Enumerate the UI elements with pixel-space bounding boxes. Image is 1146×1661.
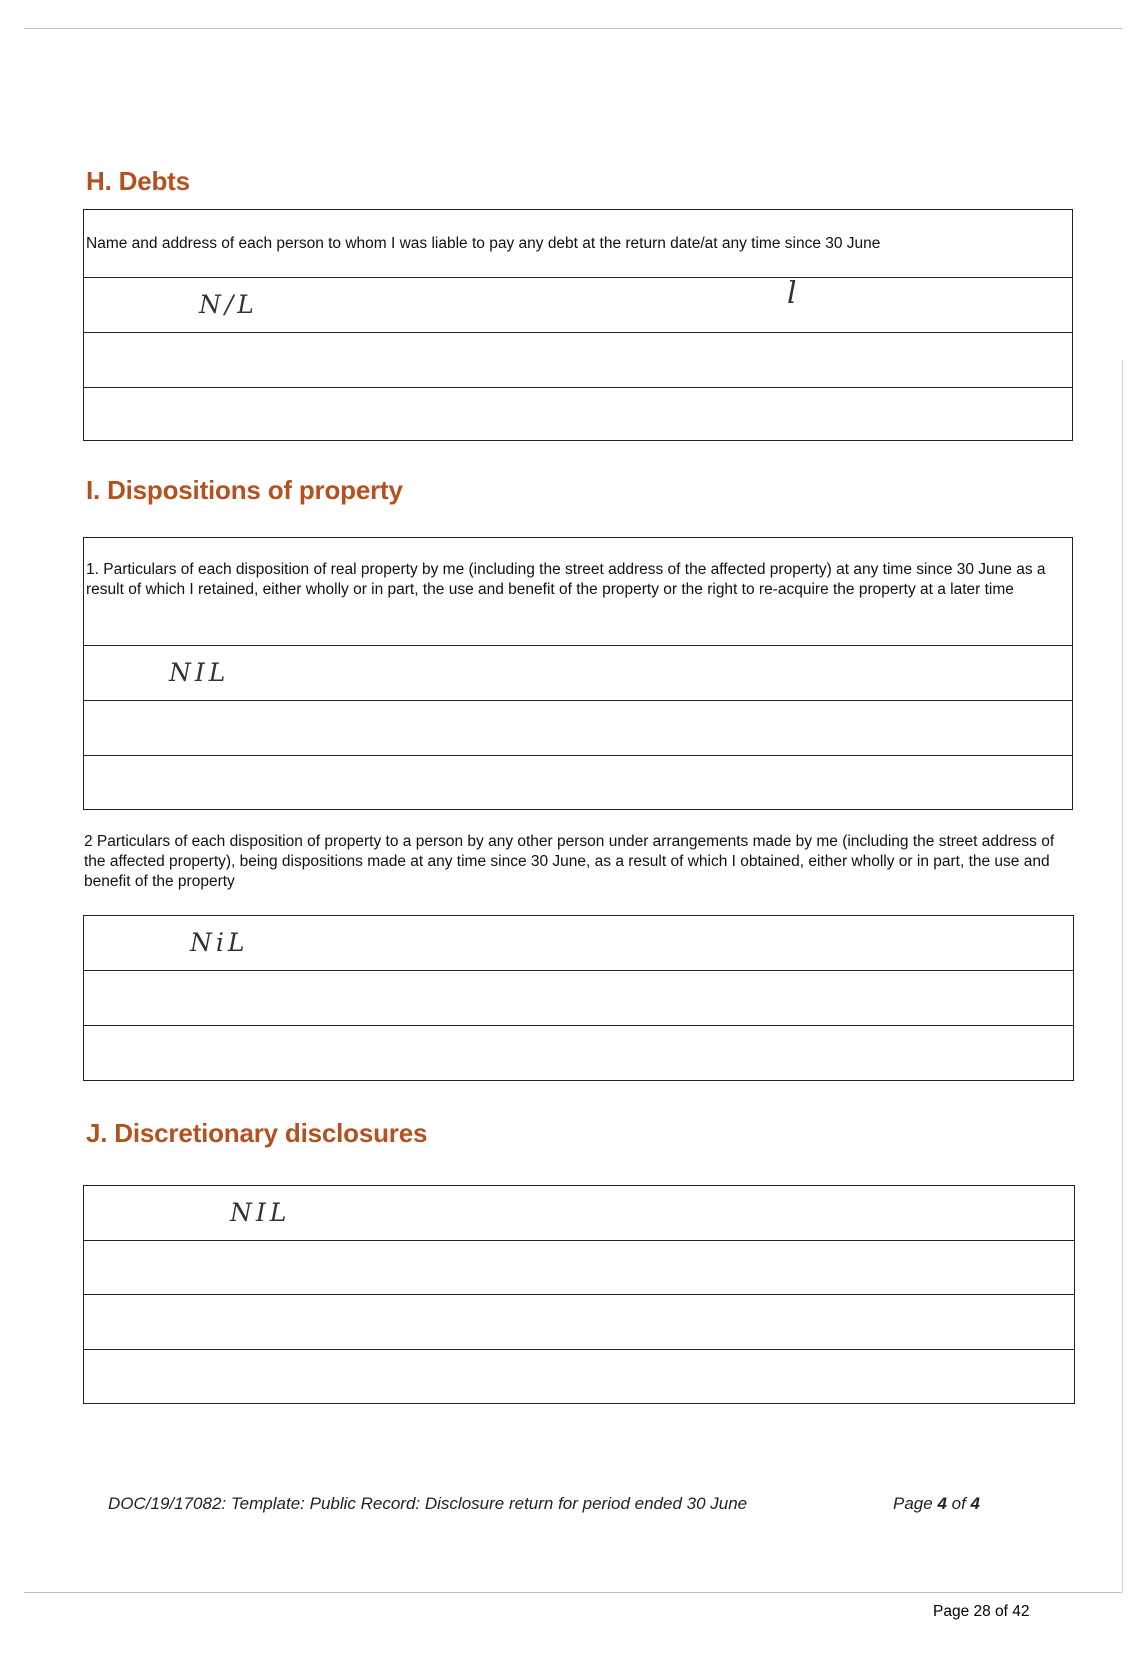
dispositions-q2-entry-row-1[interactable] (84, 916, 1073, 971)
footer-page-total: 4 (970, 1494, 980, 1513)
debts-entry-row-1[interactable] (84, 278, 1072, 333)
dispositions-q2-table (83, 915, 1074, 1081)
debts-table (83, 209, 1073, 441)
discretionary-entry-row-4[interactable] (84, 1350, 1074, 1403)
dispositions-q2-handwritten-entry: NiL (190, 928, 249, 957)
discretionary-entry-row-2[interactable] (84, 1241, 1074, 1295)
scan-page-number: Page 28 of 42 (933, 1603, 1030, 1620)
footer-page-mid: of (946, 1494, 971, 1513)
footer-page-prefix: Page (893, 1494, 938, 1513)
discretionary-heading: J. Discretionary disclosures (86, 1118, 428, 1148)
debts-entry-row-3[interactable] (84, 388, 1072, 442)
top-edge-line (24, 28, 1122, 29)
dispositions-q2-entry-row-2[interactable] (84, 971, 1073, 1026)
debts-handwritten-mark: l (787, 276, 801, 311)
right-edge-line (1122, 360, 1123, 1592)
dispositions-q2-entry-row-3[interactable] (84, 1026, 1073, 1080)
footer-page-current: 4 (937, 1494, 947, 1513)
dispositions-q1-entry-row-2[interactable] (84, 701, 1072, 756)
discretionary-handwritten-entry: NIL (230, 1198, 291, 1227)
debts-heading: H. Debts (86, 166, 190, 196)
footer-page-number (893, 1494, 980, 1514)
dispositions-q1-entry-row-3[interactable] (84, 756, 1072, 810)
footer-doc-ref: DOC/19/17082: Template: Public Record: Disclosure return for period ended 30 June (108, 1494, 748, 1513)
bottom-edge-line (24, 1592, 1122, 1593)
debts-entry-row-2[interactable] (84, 333, 1072, 388)
dispositions-q1-prompt-row (84, 538, 1072, 646)
discretionary-entry-row-1[interactable] (84, 1186, 1074, 1241)
dispositions-q1-entry-row-1[interactable] (84, 646, 1072, 701)
debts-prompt: Name and address of each person to whom I was liable to pay any debt at the return date/at any time since 30 June (86, 235, 881, 252)
dispositions-heading: I. Dispositions of property (86, 475, 403, 505)
dispositions-q1-table (83, 537, 1073, 810)
dispositions-q1-prompt: 1. Particulars of each disposition of real property by me (including the street address of the affected property) at any time since 30 June as a result of which I retained, either wholly or in part, the use and benefit of the property or the right to re-acquire the property at a later time (86, 561, 1046, 598)
debts-prompt-row (84, 210, 1072, 278)
dispositions-q1-handwritten-entry: NIL (169, 658, 230, 687)
debts-handwritten-entry: N/L (199, 290, 258, 319)
dispositions-q2-prompt: 2 Particulars of each disposition of property to a person by any other person under arrangements made by me (including the street address of the affected property), being dispositions made at any time since 30 June, as a result of which I obtained, either wholly or in part, the use and benefit of the property (84, 833, 1055, 890)
discretionary-entry-row-3[interactable] (84, 1295, 1074, 1350)
discretionary-table (83, 1185, 1075, 1404)
